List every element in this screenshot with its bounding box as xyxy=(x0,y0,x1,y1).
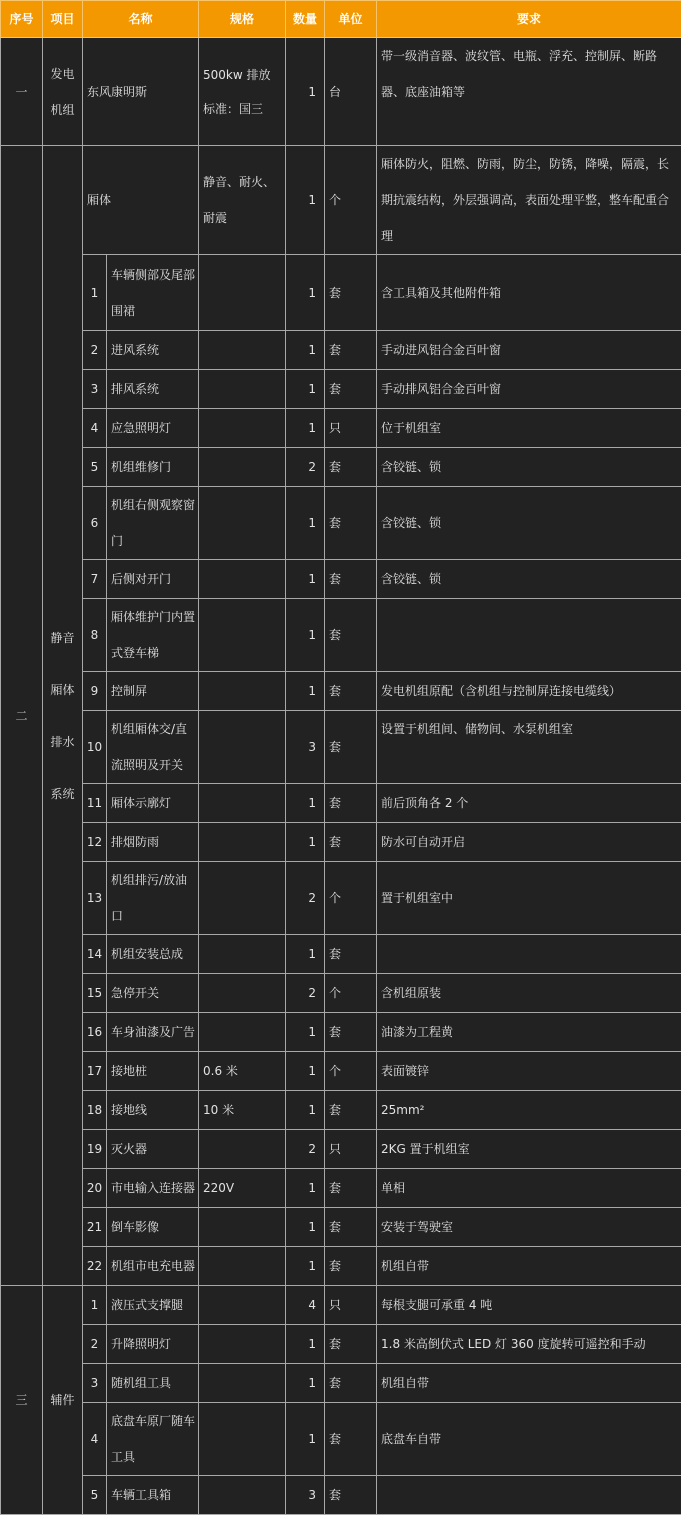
header-unit: 单位 xyxy=(325,1,377,38)
item-number: 21 xyxy=(83,1208,107,1247)
item-spec: 10 米 xyxy=(199,1091,286,1130)
item-qty: 1 xyxy=(286,1325,325,1364)
item-unit: 套 xyxy=(325,935,377,974)
item-requirement: 表面镀锌 xyxy=(377,1052,681,1091)
item-unit: 套 xyxy=(325,370,377,409)
item-qty: 3 xyxy=(286,1476,325,1515)
item-spec xyxy=(199,448,286,487)
item-unit: 套 xyxy=(325,1169,377,1208)
item-name: 后侧对开门 xyxy=(107,560,199,599)
table-row xyxy=(1,1208,681,1247)
table-row xyxy=(1,1052,681,1091)
item-requirement: 单相 xyxy=(377,1169,681,1208)
item-qty: 1 xyxy=(286,823,325,862)
item-spec xyxy=(199,1130,286,1169)
item-unit: 个 xyxy=(325,862,377,935)
item-unit: 套 xyxy=(325,1364,377,1403)
item-qty: 1 xyxy=(286,599,325,672)
item-spec xyxy=(199,1403,286,1476)
item-name: 市电输入连接器 xyxy=(107,1169,199,1208)
item-name: 进风系统 xyxy=(107,331,199,370)
table-row xyxy=(1,409,681,448)
item-qty: 1 xyxy=(286,38,325,146)
table-row xyxy=(1,1476,681,1515)
item-unit: 个 xyxy=(325,974,377,1013)
item-unit: 套 xyxy=(325,784,377,823)
item-qty: 2 xyxy=(286,974,325,1013)
table-row xyxy=(1,935,681,974)
item-requirement: 含机组原装 xyxy=(377,974,681,1013)
item-unit: 个 xyxy=(325,146,377,255)
table-row xyxy=(1,1169,681,1208)
header-qty: 数量 xyxy=(286,1,325,38)
item-name: 机组维修门 xyxy=(107,448,199,487)
item-unit: 只 xyxy=(325,409,377,448)
item-number: 1 xyxy=(83,255,107,331)
item-spec xyxy=(199,331,286,370)
item-name: 厢体示廓灯 xyxy=(107,784,199,823)
item-unit: 套 xyxy=(325,560,377,599)
item-spec xyxy=(199,409,286,448)
item-number: 14 xyxy=(83,935,107,974)
item-spec: 0.6 米 xyxy=(199,1052,286,1091)
item-name: 机组右侧观察窗门 xyxy=(107,487,199,560)
item-spec xyxy=(199,1013,286,1052)
item-requirement: 机组自带 xyxy=(377,1364,681,1403)
item-name: 排烟防雨 xyxy=(107,823,199,862)
item-spec: 静音、耐火、耐震 xyxy=(199,146,286,255)
item-number: 7 xyxy=(83,560,107,599)
item-qty: 1 xyxy=(286,487,325,560)
item-spec xyxy=(199,862,286,935)
item-number: 8 xyxy=(83,599,107,672)
table-row xyxy=(1,487,681,560)
item-unit: 套 xyxy=(325,331,377,370)
item-spec xyxy=(199,560,286,599)
item-number: 5 xyxy=(83,448,107,487)
item-spec: 220V xyxy=(199,1169,286,1208)
group-seq: 三 xyxy=(1,1286,43,1515)
item-name: 东风康明斯 xyxy=(83,38,199,146)
item-requirement: 1.8 米高倒伏式 LED 灯 360 度旋转可遥控和手动 xyxy=(377,1325,681,1364)
table-row xyxy=(1,711,681,784)
item-requirement: 位于机组室 xyxy=(377,409,681,448)
item-number: 12 xyxy=(83,823,107,862)
item-unit: 套 xyxy=(325,1476,377,1515)
header-req: 要求 xyxy=(377,1,681,38)
item-spec xyxy=(199,974,286,1013)
item-spec xyxy=(199,599,286,672)
item-name: 升降照明灯 xyxy=(107,1325,199,1364)
item-number: 2 xyxy=(83,331,107,370)
item-name: 机组排污/放油口 xyxy=(107,862,199,935)
item-name: 排风系统 xyxy=(107,370,199,409)
item-unit: 套 xyxy=(325,599,377,672)
header-seq: 序号 xyxy=(1,1,43,38)
item-requirement: 防水可自动开启 xyxy=(377,823,681,862)
item-requirement: 含工具箱及其他附件箱 xyxy=(377,255,681,331)
item-qty: 1 xyxy=(286,255,325,331)
item-qty: 1 xyxy=(286,331,325,370)
item-requirement: 25mm² xyxy=(377,1091,681,1130)
table-body xyxy=(1,38,681,1515)
item-qty: 1 xyxy=(286,409,325,448)
item-name: 厢体维护门内置式登车梯 xyxy=(107,599,199,672)
group-item: 发电机组 xyxy=(43,38,83,146)
item-requirement: 每根支腿可承重 4 吨 xyxy=(377,1286,681,1325)
item-name: 急停开关 xyxy=(107,974,199,1013)
item-spec xyxy=(199,1325,286,1364)
item-number: 13 xyxy=(83,862,107,935)
table-row xyxy=(1,1091,681,1130)
item-requirement xyxy=(377,599,681,672)
item-number: 4 xyxy=(83,1403,107,1476)
group-item: 静音厢体排水系统 xyxy=(43,146,83,1286)
item-requirement: 含铰链、锁 xyxy=(377,560,681,599)
item-qty: 1 xyxy=(286,935,325,974)
item-qty: 1 xyxy=(286,1208,325,1247)
item-qty: 1 xyxy=(286,1403,325,1476)
table-row xyxy=(1,1130,681,1169)
item-requirement: 2KG 置于机组室 xyxy=(377,1130,681,1169)
item-number: 4 xyxy=(83,409,107,448)
table-row xyxy=(1,38,681,146)
item-unit: 套 xyxy=(325,487,377,560)
item-unit: 套 xyxy=(325,1208,377,1247)
item-number: 10 xyxy=(83,711,107,784)
item-qty: 1 xyxy=(286,1091,325,1130)
item-spec xyxy=(199,784,286,823)
item-number: 19 xyxy=(83,1130,107,1169)
item-qty: 1 xyxy=(286,146,325,255)
item-requirement: 手动排风铝合金百叶窗 xyxy=(377,370,681,409)
item-name: 机组安装总成 xyxy=(107,935,199,974)
item-name: 厢体 xyxy=(83,146,199,255)
item-requirement: 机组自带 xyxy=(377,1247,681,1286)
item-spec xyxy=(199,711,286,784)
item-requirement: 油漆为工程黄 xyxy=(377,1013,681,1052)
item-requirement: 设置于机组间、储物间、水泵机组室 xyxy=(377,711,681,784)
header-name: 名称 xyxy=(83,1,199,38)
item-name: 随机组工具 xyxy=(107,1364,199,1403)
item-name: 接地桩 xyxy=(107,1052,199,1091)
item-qty: 1 xyxy=(286,1364,325,1403)
item-spec xyxy=(199,935,286,974)
item-number: 5 xyxy=(83,1476,107,1515)
group-item: 辅件 xyxy=(43,1286,83,1515)
table-row xyxy=(1,823,681,862)
table-row xyxy=(1,862,681,935)
item-unit: 只 xyxy=(325,1130,377,1169)
table-row xyxy=(1,1286,681,1325)
table-row xyxy=(1,784,681,823)
table-row xyxy=(1,560,681,599)
item-number: 22 xyxy=(83,1247,107,1286)
item-name: 灭火器 xyxy=(107,1130,199,1169)
item-number: 2 xyxy=(83,1325,107,1364)
item-qty: 2 xyxy=(286,862,325,935)
item-spec xyxy=(199,672,286,711)
item-requirement xyxy=(377,1476,681,1515)
table-row xyxy=(1,370,681,409)
table-row xyxy=(1,672,681,711)
header-row xyxy=(1,1,681,38)
item-number: 11 xyxy=(83,784,107,823)
item-unit: 套 xyxy=(325,1091,377,1130)
item-spec xyxy=(199,255,286,331)
header-spec: 规格 xyxy=(199,1,286,38)
item-spec xyxy=(199,1286,286,1325)
table-row xyxy=(1,1403,681,1476)
item-requirement xyxy=(377,935,681,974)
item-requirement: 带一级消音器、波纹管、电瓶、浮充、控制屏、断路器、底座油箱等 xyxy=(377,38,681,146)
group-seq: 一 xyxy=(1,38,43,146)
item-name: 车身油漆及广告 xyxy=(107,1013,199,1052)
item-unit: 套 xyxy=(325,672,377,711)
item-qty: 1 xyxy=(286,1247,325,1286)
item-number: 6 xyxy=(83,487,107,560)
item-spec xyxy=(199,1247,286,1286)
item-number: 16 xyxy=(83,1013,107,1052)
item-number: 9 xyxy=(83,672,107,711)
item-name: 接地线 xyxy=(107,1091,199,1130)
item-requirement: 底盘车自带 xyxy=(377,1403,681,1476)
item-qty: 1 xyxy=(286,560,325,599)
item-qty: 1 xyxy=(286,370,325,409)
item-requirement: 含铰链、锁 xyxy=(377,487,681,560)
header-item: 项目 xyxy=(43,1,83,38)
item-spec xyxy=(199,1476,286,1515)
item-requirement: 前后顶角各 2 个 xyxy=(377,784,681,823)
item-requirement: 含铰链、锁 xyxy=(377,448,681,487)
item-name: 机组市电充电器 xyxy=(107,1247,199,1286)
item-spec: 500kw 排放标准：国三 xyxy=(199,38,286,146)
table-row xyxy=(1,331,681,370)
table-row xyxy=(1,1364,681,1403)
item-name: 控制屏 xyxy=(107,672,199,711)
table-row xyxy=(1,1013,681,1052)
item-spec xyxy=(199,823,286,862)
item-name: 应急照明灯 xyxy=(107,409,199,448)
table-row xyxy=(1,448,681,487)
group-seq: 二 xyxy=(1,146,43,1286)
item-number: 18 xyxy=(83,1091,107,1130)
item-spec xyxy=(199,487,286,560)
item-spec xyxy=(199,370,286,409)
item-unit: 套 xyxy=(325,1403,377,1476)
item-name: 车辆侧部及尾部围裙 xyxy=(107,255,199,331)
item-unit: 台 xyxy=(325,38,377,146)
item-qty: 2 xyxy=(286,448,325,487)
item-name: 底盘车原厂随车工具 xyxy=(107,1403,199,1476)
item-unit: 套 xyxy=(325,823,377,862)
item-name: 倒车影像 xyxy=(107,1208,199,1247)
table-row xyxy=(1,255,681,331)
table-row xyxy=(1,1247,681,1286)
table-row xyxy=(1,974,681,1013)
item-unit: 套 xyxy=(325,1013,377,1052)
item-unit: 套 xyxy=(325,1325,377,1364)
table-row xyxy=(1,599,681,672)
item-number: 17 xyxy=(83,1052,107,1091)
item-requirement: 置于机组室中 xyxy=(377,862,681,935)
item-qty: 3 xyxy=(286,711,325,784)
item-number: 3 xyxy=(83,1364,107,1403)
item-spec xyxy=(199,1364,286,1403)
table-row xyxy=(1,1325,681,1364)
item-spec xyxy=(199,1208,286,1247)
item-requirement: 手动进风铝合金百叶窗 xyxy=(377,331,681,370)
item-unit: 套 xyxy=(325,448,377,487)
item-name: 车辆工具箱 xyxy=(107,1476,199,1515)
item-name: 机组厢体交/直流照明及开关 xyxy=(107,711,199,784)
item-qty: 1 xyxy=(286,1169,325,1208)
item-unit: 套 xyxy=(325,255,377,331)
item-unit: 套 xyxy=(325,1247,377,1286)
item-qty: 1 xyxy=(286,1052,325,1091)
item-requirement: 安装于驾驶室 xyxy=(377,1208,681,1247)
item-number: 15 xyxy=(83,974,107,1013)
item-qty: 1 xyxy=(286,1013,325,1052)
item-number: 1 xyxy=(83,1286,107,1325)
item-unit: 只 xyxy=(325,1286,377,1325)
item-requirement: 发电机组原配（含机组与控制屏连接电缆线） xyxy=(377,672,681,711)
item-qty: 2 xyxy=(286,1130,325,1169)
item-number: 20 xyxy=(83,1169,107,1208)
item-qty: 4 xyxy=(286,1286,325,1325)
table-row xyxy=(1,146,681,255)
item-requirement: 厢体防火，阻燃、防雨，防尘，防锈，降噪，隔震，长期抗震结构，外层强调高，表面处理平整，整车配重合理 xyxy=(377,146,681,255)
item-unit: 个 xyxy=(325,1052,377,1091)
item-name: 液压式支撑腿 xyxy=(107,1286,199,1325)
item-number: 3 xyxy=(83,370,107,409)
item-unit: 套 xyxy=(325,711,377,784)
item-qty: 1 xyxy=(286,672,325,711)
item-qty: 1 xyxy=(286,784,325,823)
